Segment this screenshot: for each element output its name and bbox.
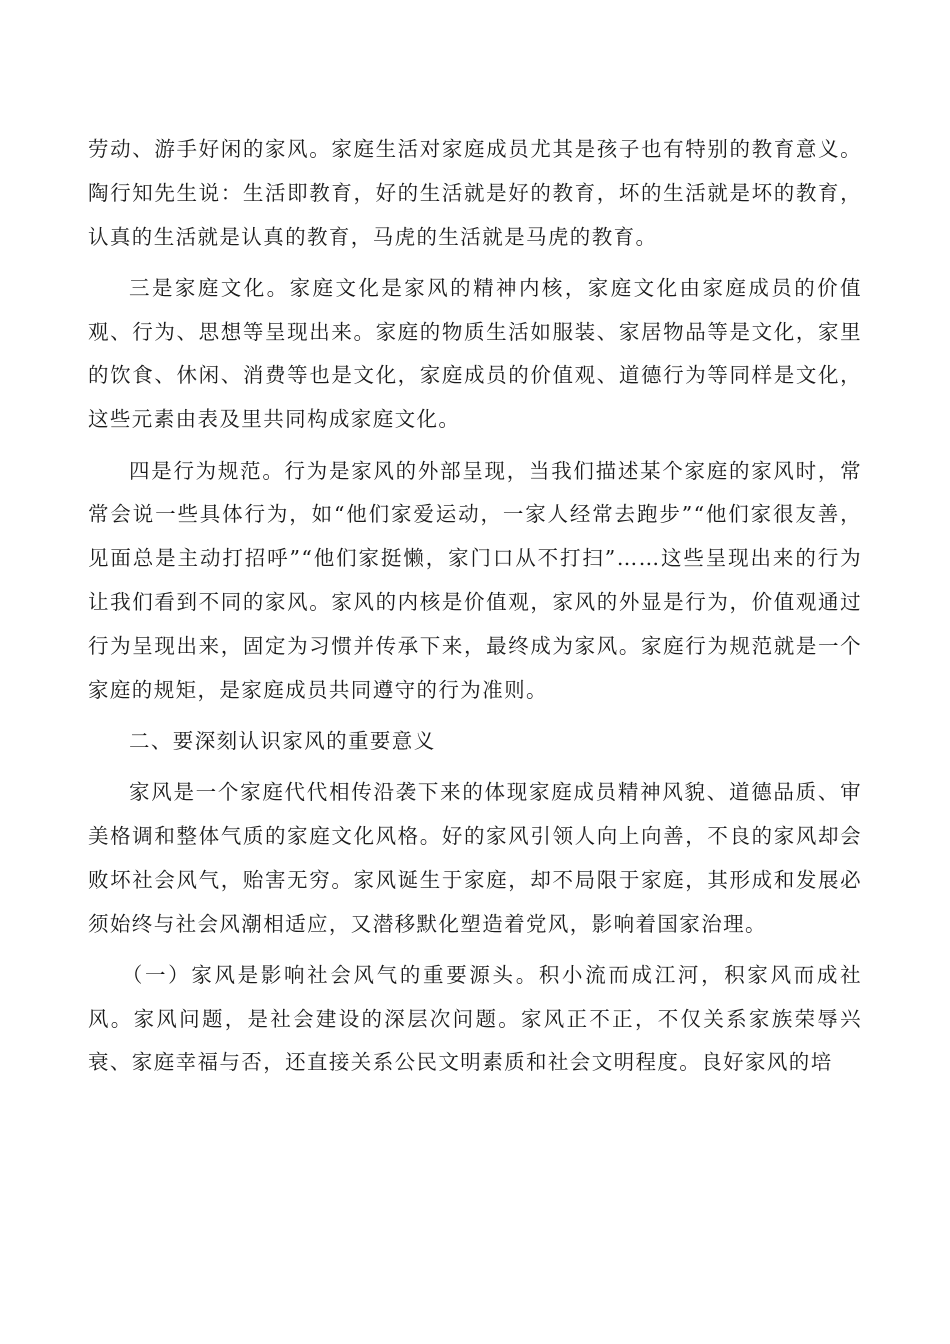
paragraph-continuation: 劳动、游手好闲的家风。家庭生活对家庭成员尤其是孩子也有特别的教育意义。陶行知先生说：生活即教育，好的生活就是好的教育，坏的生活就是坏的教育，认真的生活就是认真的教育，马虎的生活就是马虎的教育。 [88, 137, 862, 249]
paragraph-behavior-norms: 四是行为规范。行为是家风的外部呈现，当我们描述某个家庭的家风时，常常会说一些具体行为，如“他们家爱运动，一家人经常去跑步”“他们家很友善，见面总是主动打招呼”“他们家挺懒，家门口从不打扫”……这些呈现出来的行为让我们看到不同的家风。家风的内核是价值观，家风的外显是行为，价值观通过行为呈现出来，固定为习惯并传承下来，最终成为家风。家庭行为规范就是一个家庭的规矩，是家庭成员共同遵守的行为准则。 [88, 458, 862, 702]
section-heading: 二、要深刻认识家风的重要意义 [129, 728, 436, 753]
paragraph-family-culture: 三是家庭文化。家庭文化是家风的精神内核，家庭文化由家庭成员的价值观、行为、思想等呈现出来。家庭的物质生活如服装、家居物品等是文化，家里的饮食、休闲、消费等也是文化，家庭成员的价值观、道德行为等同样是文化，这些元素由表及里共同构成家庭文化。 [88, 275, 862, 432]
document-page [88, 128, 862, 1093]
paragraph-social-source: （一）家风是影响社会风气的重要源头。积小流而成江河，积家风而成社风。家风问题，是社会建设的深层次问题。家风正不正，不仅关系家族荣辱兴衰、家庭幸福与否，还直接关系公民文明素质和社会文明程度。良好家风的培 [88, 962, 862, 1075]
paragraph-significance-intro: 家风是一个家庭代代相传沿袭下来的体现家庭成员精神风貌、道德品质、审美格调和整体气质的家庭文化风格。好的家风引领人向上向善，不良的家风却会败坏社会风气，贻害无穷。家风诞生于家庭，却不局限于家庭，其形成和发展必须始终与社会风潮相适应，又潜移默化塑造着党风，影响着国家治理。 [88, 780, 862, 936]
